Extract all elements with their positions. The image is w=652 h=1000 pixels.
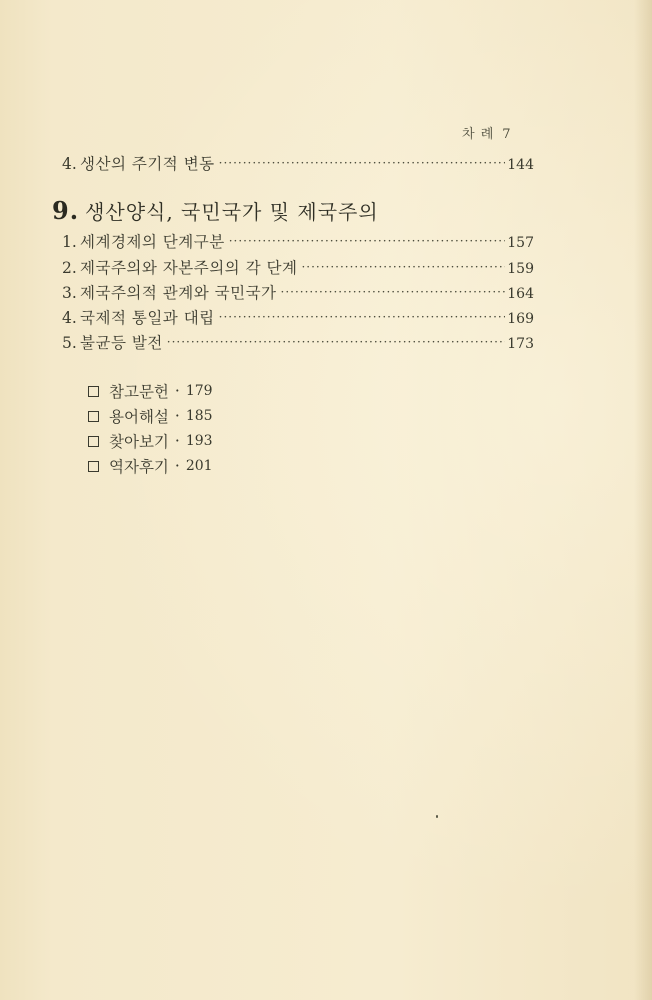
toc-entry[interactable] (62, 308, 534, 329)
checkbox-square-icon (88, 411, 99, 422)
toc-entry-page: 164 (507, 286, 534, 302)
dot-leader (229, 231, 506, 251)
toc-entry[interactable] (62, 333, 534, 354)
toc-entry-page: 159 (507, 261, 534, 277)
appendix-item[interactable] (88, 380, 213, 402)
appendix-item-page: 201 (185, 458, 213, 474)
toc-entry-number: 4. (62, 155, 77, 173)
appendix-item-title: 찾아보기 (109, 433, 169, 451)
appendix-item[interactable] (88, 455, 213, 477)
toc-entry[interactable] (62, 154, 534, 175)
toc-entry-page: 157 (507, 235, 534, 251)
toc-entry-title: 불균등 발전 (80, 334, 163, 352)
toc-entry-number: 5. (62, 334, 77, 352)
page-edge-shadow (634, 0, 652, 1000)
toc-entry-title: 제국주의적 관계와 국민국가 (80, 284, 277, 302)
appendix-item-separator: · (174, 432, 180, 450)
chapter-heading[interactable] (52, 196, 379, 225)
appendix-item-separator: · (174, 382, 180, 400)
dot-leader (281, 282, 506, 302)
toc-entry[interactable] (62, 283, 534, 304)
toc-entry-number: 2. (62, 259, 77, 277)
toc-entry-page: 144 (507, 157, 534, 173)
dot-leader (219, 307, 506, 327)
checkbox-square-icon (88, 461, 99, 472)
running-header (462, 123, 512, 142)
toc-entry-title: 제국주의와 자본주의의 각 단계 (80, 259, 298, 277)
checkbox-square-icon (88, 386, 99, 397)
toc-entry-page: 173 (507, 336, 534, 352)
toc-entry-number: 4. (62, 309, 77, 327)
running-header-label: 차 례 (462, 127, 495, 142)
appendix-item-page: 193 (185, 433, 213, 449)
appendix-item-page: 185 (185, 408, 213, 424)
dot-leader (167, 332, 505, 352)
appendix-item-title: 용어해설 (109, 408, 169, 426)
checkbox-square-icon (88, 436, 99, 447)
appendix-item-separator: · (174, 407, 180, 425)
appendix-item-title: 참고문헌 (109, 383, 169, 401)
appendix-item-separator: · (174, 457, 180, 475)
appendix-item-page: 179 (185, 383, 213, 399)
dot-leader (301, 257, 505, 277)
appendix-item[interactable] (88, 430, 213, 452)
toc-entry-number: 3. (62, 284, 77, 302)
toc-entry-title: 국제적 통일과 대립 (80, 309, 215, 327)
chapter-number: 9. (52, 196, 80, 225)
toc-entry[interactable] (62, 258, 534, 279)
running-header-page-number: 7 (502, 127, 512, 142)
toc-entry-title: 세계경제의 단계구분 (80, 233, 225, 251)
toc-entry-title: 생산의 주기적 변동 (80, 155, 215, 173)
toc-entry-page: 169 (507, 311, 534, 327)
dot-leader (219, 153, 506, 173)
paper-speck (436, 815, 438, 818)
chapter-title: 생산양식, 국민국가 및 제국주의 (85, 200, 379, 224)
toc-entry[interactable] (62, 232, 534, 253)
appendix-item-title: 역자후기 (109, 458, 169, 476)
toc-entry-number: 1. (62, 233, 77, 251)
appendix-item[interactable] (88, 405, 213, 427)
